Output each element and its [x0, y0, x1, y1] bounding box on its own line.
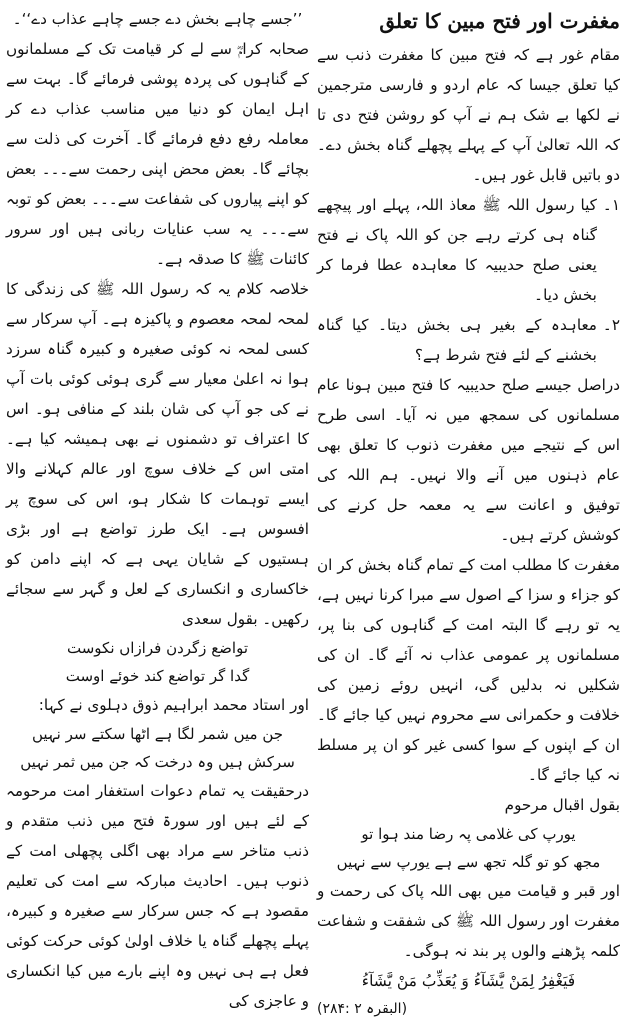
verse-line: تواضع زگردن فرازاں نکوست [66, 639, 249, 657]
poet-intro: اور استاد محمد ابراہیم ذوق دہلوی نے کہا: [38, 696, 309, 714]
verse-line: یورپ کی غلامی پہ رضا مند ہوا تو [361, 825, 576, 843]
numbered-item-2 [317, 310, 620, 370]
verse-line: جن میں شمر لگا ہے اٹھا سکتے سر نہیں [31, 725, 284, 743]
right-column [317, 4, 620, 1017]
article-title: مغفرت اور فتح مبین کا تعلق [379, 9, 620, 33]
verse-line: گدا گر تواضع کند خوئے اوست [65, 667, 250, 685]
verse-line: سرکش ہیں وہ درخت کہ جن میں ثمر نہیں [20, 753, 295, 771]
body-paragraph: دراصل جیسے صلح حدیبیہ کا فتح مبین ہونا عام مسلمانوں کی سمجھ میں نہ آیا۔ اسی طرح اس کے نتیجے میں مغفرت ذنوب کا تعلق بھی عام ذہنوں میں آنے والا نہیں۔ ہم اللہ کی توفیق و اعانت سے یہ معمہ حل کرنے کی کوشش کرتے ہیں۔ [317, 376, 620, 544]
quran-verse: فَيَغْفِرُ لِمَنْ يَّشَآءُ وَ يُعَذِّبُ مَنْ يَّشَآءُ [361, 972, 576, 990]
verse-line: مجھ کو تو گلہ تجھ سے ہے یورپ سے نہیں [336, 853, 601, 871]
opening-quote: ’’جسے چاہے بخش دے جسے چاہے عذاب دے‘‘۔ [12, 10, 303, 28]
numbered-item-1 [317, 190, 620, 310]
intro-paragraph: مقام غور ہے کہ فتح مبین کا مغفرت ذنب سے کیا تعلق جیسا کہ عام اردو و فارسی مترجمین نے لکھا بے شک ہم نے آپ کو روشن فتح دی تا کہ اللہ تعالیٰ آپ کے پہلے پچھلے گناہ بخش دے۔ دو باتیں قابل غور ہیں۔ [317, 46, 620, 184]
item-text: معاہدہ کے بغیر ہی بخش دیتا۔ کیا گناہ بخشنے کے لئے فتح شرط ہے؟ [317, 316, 597, 364]
item-text: کیا رسول اللہ ﷺ معاذ اللہ، پہلے اور پیچھے گناہ ہی کرتے رہے جن کو اللہ پاک نے فتح یعنی صلح حدیبیہ کا معاہدہ عطا فرما کر بخش دیا۔ [317, 196, 597, 304]
left-column [6, 4, 309, 1010]
body-paragraph: درحقیقت یہ تمام دعوات استغفار امت مرحومہ کے لئے ہیں اور سورۃ فتح میں ذنب متقدم و ذنب متاخر سے مراد بھی اگلی پچھلی امت کے ذنوب ہیں۔ احادیث مبارکہ سے امت کی تعلیم مقصود ہے کہ جس سرکار سے صغیرہ و کبیرہ، پہلے پچھلے گناہ یا خلاف اولیٰ کوئی حرکت کوئی فعل ہے ہی نہیں وہ اپنے بارے میں کیا انکساری و عاجزی کی [6, 782, 309, 1010]
body-paragraph: صحابہ کرامؓ سے لے کر قیامت تک کے مسلمانوں کے گناہوں کی پردہ پوشی فرمائے گا۔ بہت سے اہل ایمان کو دنیا میں مناسب عذاب دے کر معاملہ رفع دفع فرمائے گا۔ آخرت کی ذلت سے بچائے گا۔ بعض محض اپنی رحمت سے۔۔۔ بعض کو اپنے پیاروں کی شفاعت سے۔۔۔ بعض کو توبہ سے۔۔۔ یہ سب عنایات ربانی ہیں اور سرور کائنات ﷺ کا صدقہ ہے۔ [6, 40, 309, 268]
item-number: ۱۔ [602, 196, 620, 214]
body-paragraph: مغفرت کا مطلب امت کے تمام گناہ بخش کر ان کو جزاء و سزا کے اصول سے مبرا کرنا نہیں ہے، یہ تو رہے گا البتہ امت کے گناہوں کی بنا پر، مسلمانوں پر عمومی عذاب نہ آئے گا۔ ان کی شکلیں نہ بدلیں گی، انہیں روئے زمین کی خلافت و حکمرانی سے محروم نہیں کیا جائے گا۔ ان کے اپنوں کے سوا کسی غیر کو ان پر مسلط نہ کیا جائے گا۔ [317, 556, 620, 784]
poet-intro: بقول اقبال مرحوم [504, 796, 620, 814]
body-paragraph: خلاصہ کلام یہ کہ رسول اللہ ﷺ کی زندگی کا لمحہ لمحہ معصوم و پاکیزہ ہے۔ آپ سرکار سے کسی لمحہ نہ کوئی صغیرہ و کبیرہ گناہ سرزد ہوا نہ اعلیٰ معیار سے گری ہوئی کوئی بات آپ نے کی جو آپ کی شان بلند کے منافی ہو۔ اس کا اعتراف تو دشمنوں نے بھی ہمیشہ کیا ہے۔ امتی اس کے خلاف سوچ اور عالم کہلانے والا ایسے توہمات کا شکار ہو، اس کی سوچ پر افسوس ہے۔ ایک طرز تواضع ہے اور بڑی ہستیوں کے شایان یہی ہے کہ اپنے دامن کو خاکساری و انکساری کے لعل و گہر سے سجائے رکھیں۔ بقول سعدی [6, 280, 309, 628]
item-number: ۲۔ [602, 316, 620, 334]
body-paragraph: اور قبر و قیامت میں بھی اللہ پاک کی رحمت و مغفرت اور رسول اللہ ﷺ کی شفقت و شفاعت کلمہ پڑھنے والوں پر بند نہ ہوگی۔ [317, 882, 620, 960]
quran-reference: (البقرہ ۲ :۲۸۴) [317, 1001, 408, 1017]
